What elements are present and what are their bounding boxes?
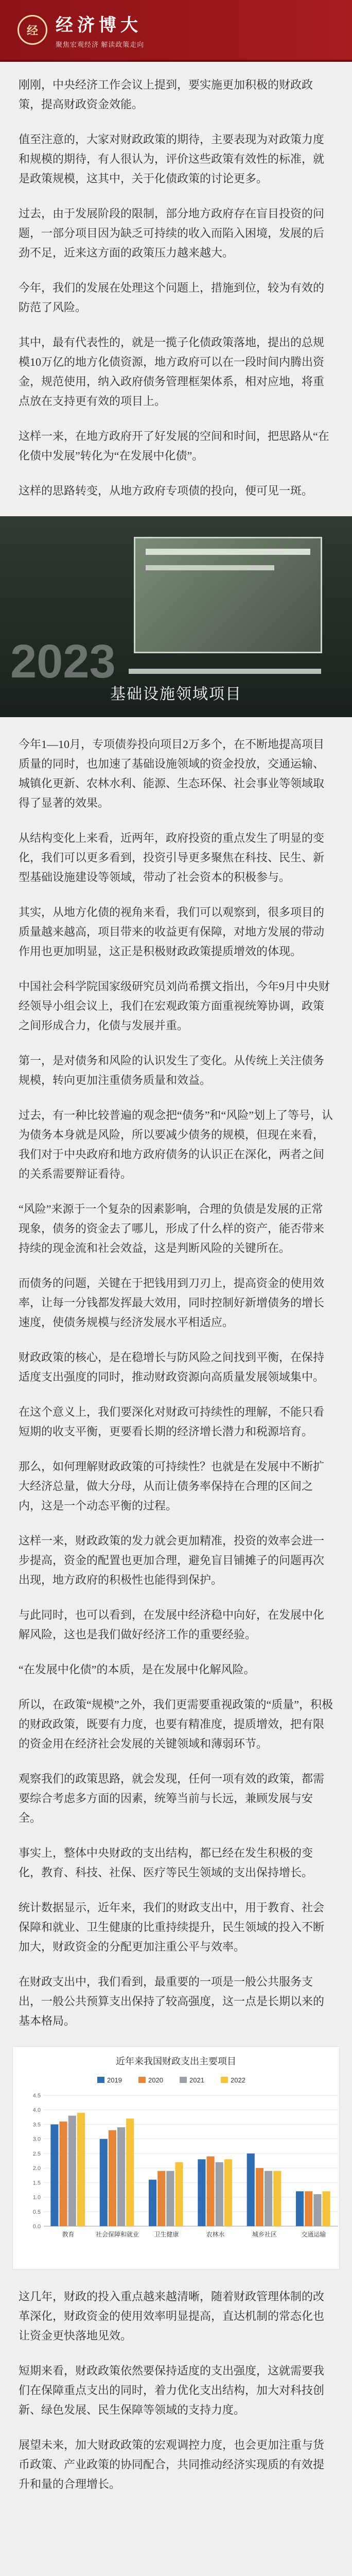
paragraph: 刚刚，中央经济工作会议上提到，要实施更加积极的财政政策，提高财政资金效能。: [19, 78, 313, 111]
bar: [149, 2180, 156, 2226]
x-tick-label: 卫生健康: [154, 2231, 179, 2238]
paragraph: 这样一来，财政政策的发力就会更加精准，投资的效率会进一步提高，资金的配置也更加合理，避免盲目铺摊子的问题再次出现，地方政府的积极性也能得到保护。: [19, 1534, 325, 1586]
legend-label: 2022: [231, 2076, 245, 2084]
bar-chart: [20, 2072, 344, 2257]
hero-panel: [134, 537, 322, 653]
x-tick-label: 交通运输: [301, 2231, 326, 2238]
y-tick-label: 0.5: [32, 2209, 41, 2215]
paragraph: 短期来看，财政政策依然要保持适度的支出强度，这就需要我们在保障重点支出的同时，着力优化支出结构，加大对科技创新、绿色发展、民生保障等领域的支持力度。: [19, 2364, 325, 2416]
paragraph: 这样一来，在地方政府开了好发展的空间和时间，把思路从“在化债中发展”转化为“在发展中化债”。: [19, 430, 329, 462]
bar: [265, 2171, 272, 2226]
bar: [109, 2130, 116, 2226]
bar: [126, 2119, 134, 2226]
bar: [207, 2157, 215, 2226]
paragraph: 那么，如何理解财政政策的可持续性？也就是在发展中不断扩大经济总量，做大分母，从而让债务率保持在合理的区间之内，这是一个动态平衡的过程。: [19, 1460, 325, 1512]
legend-label: 2020: [148, 2076, 163, 2084]
article-body: [0, 62, 352, 2494]
bar: [296, 2191, 304, 2226]
y-tick-label: 0.0: [32, 2224, 41, 2230]
paragraph: 中国社会科学院国家级研究员刘尚希撰文指出，今年9月中央财经领导小组会议上，我们在宏观政策方面重视统筹协调，政策之间形成合力，化债与发展并重。: [19, 980, 330, 1032]
y-tick-label: 1.5: [32, 2180, 41, 2187]
hero-year: 2023: [10, 635, 116, 688]
bar: [322, 2191, 330, 2226]
chart-title: 近年来我国财政支出主要项目: [116, 2056, 236, 2066]
paragraph: 从结构变化上来看，近两年，政府投资的重点发生了明显的变化，我们可以更多看到，投资引导更多聚焦在科技、民生、新型基础设施建设等领域，带动了社会资本的积极参与。: [19, 832, 325, 884]
paragraph: “在发展中化债”的本质，是在发展中化解风险。: [19, 1663, 255, 1676]
paragraph: 在这个意义上，我们要深化对财政可持续性的理解，不能只看短期的收支平衡，更要看长期的经济增长潜力和税源培育。: [19, 1405, 325, 1438]
bar: [313, 2194, 321, 2226]
chart-card: [12, 2046, 340, 2269]
paragraph: 今年1—10月，专项债券投向项目2万多个，在不断地提高项目质量的同时，也加速了基础设施领域的资金投放，交通运输、城镇化更新、农林水利、能源、生态环保、社会事业等领域取得了显著的效果。: [19, 738, 325, 809]
y-tick-label: 2.5: [32, 2150, 41, 2157]
paragraph: 其实，从地方化债的视角来看，我们可以观察到，很多项目的质量越来越高，项目带来的收益更有保障，对地方发展的带动作用也更加明显，这正是积极财政政策提质增效的体现。: [19, 906, 325, 958]
hero-caption: 基础设施领域项目: [110, 686, 242, 703]
paragraph: 与此同时，也可以看到，在发展中经济稳中向好，在发展中化解风险，这也是我们做好经济工作的重要经验。: [19, 1608, 325, 1641]
y-tick-label: 3.5: [32, 2122, 41, 2128]
bar: [256, 2168, 263, 2226]
paragraph: 统计数据显示，近年来，我们的财政支出中，用于教育、社会保障和就业、卫生健康的比重持续提升，民生领域的投入不断加大，财政资金的分配更加注重公平与效率。: [19, 1901, 325, 1953]
paragraph: 在财政支出中，我们看到，最重要的一项是一般公共服务支出，一般公共预算支出保持了较高强度，这一点是长期以来的基本格局。: [19, 1975, 325, 2027]
paragraph: 这样的思路转变，从地方政府专项债的投向，便可见一斑。: [19, 484, 313, 497]
brand-slogan: 聚焦宏观经济 解读政策走向: [56, 41, 145, 48]
paragraph: 今年，我们的发展在处理这个问题上，措施到位，较为有效的防范了风险。: [19, 281, 325, 314]
x-tick-label: 农林水: [206, 2231, 225, 2238]
hero-image: [0, 516, 352, 717]
y-tick-label: 4.5: [32, 2093, 41, 2099]
paragraph: 而债务的问题，关键在于把钱用到刀刃上，提高资金的使用效率，让每一分钱都发挥最大效用，同时控制好新增债务的增长速度，使债务规模与经济发展水平相适应。: [19, 1277, 325, 1329]
paragraph: “风险”来源于一个复杂的因素影响，合理的负债是发展的正常现象，债务的资金去了哪儿，形成了什么样的资产，能否带来持续的现金流和社会效益，这是判断风险的关键所在。: [19, 1202, 325, 1255]
paragraph: 第一，是对债务和风险的认识发生了变化。从传统上关注债务规模，转向更加注重债务质量和效益。: [19, 1054, 325, 1087]
bar: [68, 2116, 76, 2226]
paragraph: 值至注意的，大家对财政政策的期待，主要表现为对政策力度和规模的期待，有人很认为，评价这些政策有效性的标准，就是政策规模，这其中，关于化债政策的讨论更多。: [19, 133, 325, 185]
x-tick-label: 社会保障和就业: [95, 2231, 139, 2238]
paragraph: 所以，在政策“规模”之外，我们更需要重视政策的“质量”，积极的财政政策，既要有力度，也要有精准度，提质增效，把有限的资金用在经济社会发展的关键领域和薄弱环节。: [19, 1698, 333, 1750]
bar: [247, 2154, 255, 2226]
paragraph: 观察我们的政策思路，就会发现，任何一项有效的政策，都需要综合考虑多方面的因素，统筹当前与长远，兼顾发展与安全。: [19, 1772, 325, 1824]
hero-divider: [129, 669, 321, 674]
logo-icon: [17, 15, 47, 45]
brand-name: 经济博大: [56, 15, 142, 35]
paragraph: 过去，由于发展阶段的限制，部分地方政府存在盲目投资的问题，一部分项目因为缺乏可持续的收入而陷入困境，发展的后劲不足，近来这方面的政策压力越来越大。: [19, 207, 325, 259]
y-tick-label: 3.0: [32, 2136, 41, 2143]
y-tick-label: 1.0: [32, 2194, 41, 2201]
bar: [224, 2159, 232, 2226]
bar: [50, 2124, 58, 2226]
paragraph: 过去，有一种比较普遍的观念把“债务”和“风险”划上了等号，认为债务本身就是风险，所以要减少债务的规模，但现在来看，我们对于中央政府和地方政府债务的认识正在深化，两者之间的关系需要辩证看待。: [19, 1109, 333, 1180]
bar: [216, 2162, 223, 2226]
legend-swatch: [221, 2077, 228, 2083]
legend-label: 2019: [107, 2076, 122, 2084]
bar: [175, 2162, 183, 2226]
bar: [77, 2113, 85, 2226]
legend-swatch: [138, 2077, 146, 2083]
bar: [157, 2171, 165, 2226]
legend-label: 2021: [189, 2076, 204, 2084]
bar: [100, 2139, 108, 2226]
bar: [60, 2122, 67, 2226]
legend-swatch: [180, 2077, 187, 2083]
bar: [166, 2171, 174, 2226]
paragraph: 事实上，整体中央财政的支出结构，都已经在发生积极的变化，教育、科技、社保、医疗等民生领域的支出保持增长。: [19, 1846, 313, 1879]
y-tick-label: 2.0: [32, 2165, 41, 2172]
brand: [56, 11, 144, 49]
y-tick-label: 4.0: [32, 2107, 41, 2114]
paragraph: 这几年，财政的投入重点越来越清晰，随着财政管理体制的改革深化，财政资金的使用效率明显提高，直达机制的常态化也让资金更快落地见效。: [19, 2290, 325, 2342]
bar: [305, 2191, 312, 2226]
paragraph: 其中，最有代表性的，就是一揽子化债政策落地，提出的总规模10万亿的地方化债资源，地方政府可以在一段时间内腾出资金，规范使用，纳入政府债务管理框架体系，相对应地，将重点放在支持更有效的项目上。: [19, 336, 325, 408]
paragraph: 展望未来，加大财政政策的宏观调控力度，也会更加注重与货币政策、产业政策的协同配合，共同推动经济实现质的有效提升和量的合理增长。: [19, 2438, 325, 2490]
bar: [273, 2171, 281, 2226]
header-banner: [0, 0, 352, 62]
paragraph: 财政政策的核心，是在稳增长与防风险之间找到平衡，在保持适度支出强度的同时，推动财政资源向高质量发展领域集中。: [19, 1351, 325, 1383]
logo-text: 经: [26, 24, 38, 37]
bar: [117, 2127, 125, 2226]
x-tick-label: 教育: [62, 2231, 75, 2238]
x-tick-label: 城乡社区: [252, 2231, 277, 2238]
bar: [198, 2159, 205, 2226]
legend-swatch: [97, 2077, 104, 2083]
